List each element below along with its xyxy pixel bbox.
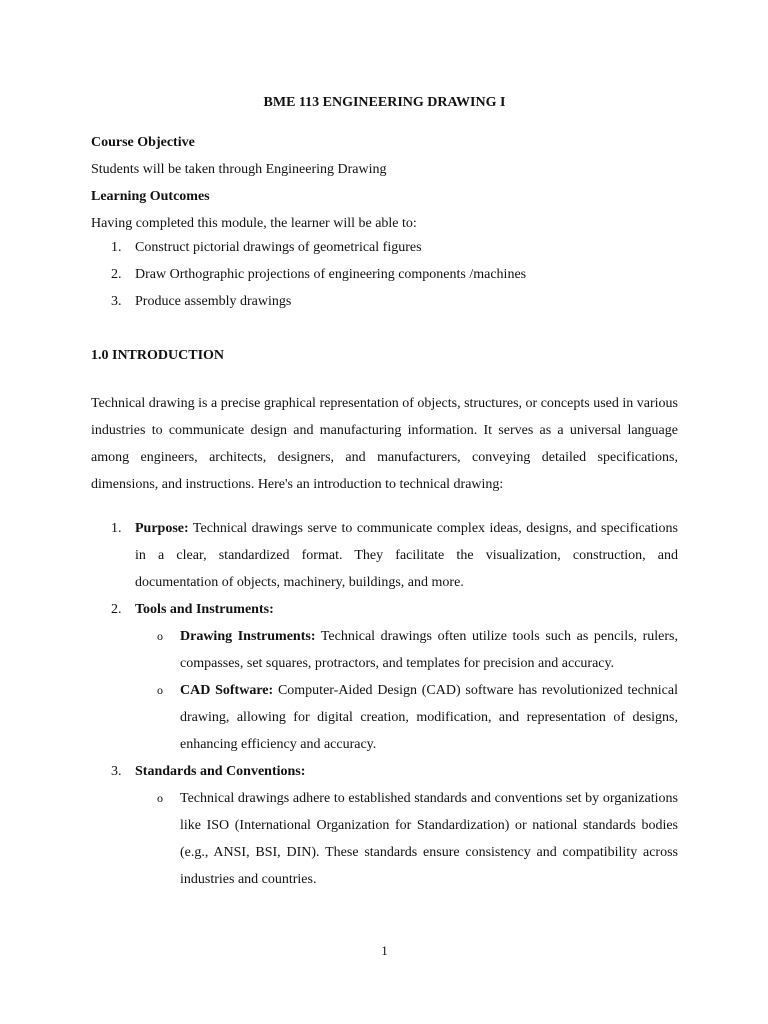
list-item-body <box>135 515 678 596</box>
list-number: 2. <box>111 602 122 617</box>
list-item-text: Construct pictorial drawings of geometrical figures <box>135 240 422 255</box>
list-number: 1. <box>111 240 122 255</box>
list-item-text: Technical drawings serve to communicate complex ideas, designs, and specifications in a clear, standardized format. They facilitate the visualization, construction, and documentation of objects, machinery, buildings, and more. <box>135 521 678 590</box>
list-item <box>91 293 526 320</box>
sublist-item-label: Drawing Instruments: <box>180 629 316 644</box>
sublist-item-text: Computer-Aided Design (CAD) software has revolutionized technical drawing, allowing for digital creation, modification, and representation of designs, enhancing efficiency and accuracy. <box>180 683 678 752</box>
sublist-item-text: Technical drawings adhere to established standards and conventions set by organizations like ISO (International Organization for Standardization) or national standards bodies (e.g., ANSI, BSI, DIN). These standards ensure consistency and compatibility across industries and countries. <box>180 791 678 887</box>
introduction-paragraph: Technical drawing is a precise graphical representation of objects, structures, or concepts used in various industries to communicate design and manufacturing information. It serves as a universal language among engineers, architects, designers, and manufacturers, conveying detailed specifications, dimensions, and instructions. Here's an introduction to technical drawing: <box>91 396 678 492</box>
list-item-text: Produce assembly drawings <box>135 294 292 309</box>
introduction-heading: 1.0 INTRODUCTION <box>91 348 225 363</box>
list-item-label: Tools and Instruments: <box>135 602 274 617</box>
list-item-label: Standards and Conventions: <box>135 764 306 779</box>
list-number: 1. <box>111 521 122 536</box>
learning-outcomes-list <box>91 239 526 320</box>
document-title: BME 113 ENGINEERING DRAWING I <box>263 95 506 110</box>
sublist-item-text: Technical drawings often utilize tools such as pencils, rulers, compasses, set squares, protractors, and templates for precision and accuracy. <box>180 629 679 671</box>
course-objective-text: Students will be taken through Engineering Drawing <box>91 162 387 177</box>
list-item-label: Purpose: <box>135 521 189 536</box>
learning-outcomes-intro: Having completed this module, the learner will be able to: <box>91 216 417 231</box>
tools-sublist <box>135 623 678 758</box>
list-number: 3. <box>111 294 122 309</box>
page-number: 1 <box>381 943 388 958</box>
sublist-item <box>135 785 678 893</box>
bullet-icon: o <box>157 683 163 697</box>
sublist-item-label: CAD Software: <box>180 683 274 698</box>
list-item-purpose <box>91 515 678 596</box>
bullet-icon: o <box>157 629 163 643</box>
list-item <box>91 239 526 266</box>
list-number: 3. <box>111 764 122 779</box>
sublist-item <box>135 677 678 758</box>
list-item-tools <box>91 596 678 758</box>
sublist-item <box>135 623 678 677</box>
bullet-icon: o <box>157 791 163 805</box>
list-item-standards <box>91 758 678 893</box>
list-item <box>91 266 526 293</box>
course-objective-heading: Course Objective <box>91 135 195 150</box>
introduction-list <box>91 515 678 893</box>
document-page <box>91 0 678 1024</box>
list-number: 2. <box>111 267 122 282</box>
list-item-text: Draw Orthographic projections of engineering components /machines <box>135 267 527 282</box>
standards-sublist <box>135 785 678 893</box>
learning-outcomes-heading: Learning Outcomes <box>91 189 210 204</box>
